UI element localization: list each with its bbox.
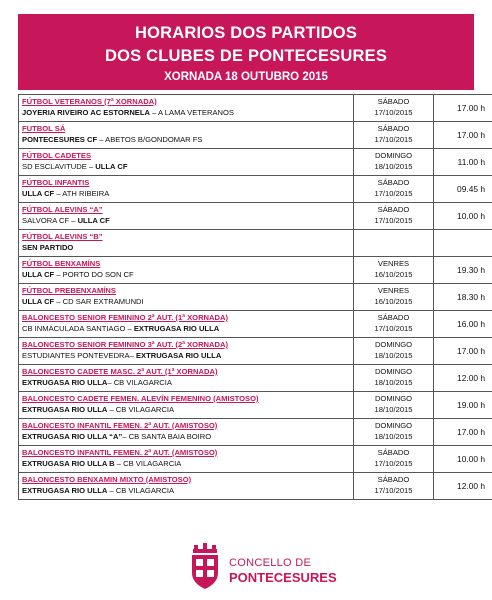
competition-label: FÚTBOL PREBENXAMÍNS	[22, 286, 116, 295]
team-text: PONTECESURES CF	[22, 135, 98, 144]
match-teams	[22, 134, 350, 145]
match-cell	[19, 446, 354, 473]
match-teams	[22, 269, 350, 280]
time-cell	[434, 230, 492, 257]
team-text: ULLA CF	[77, 216, 110, 225]
team-text: – CB VILAGARCIA	[107, 378, 172, 387]
match-date: 18/10/2015	[374, 162, 413, 171]
competition-label: FÚTBOL ALEVINS “B”	[22, 232, 103, 241]
footer-line-1: CONCELLO DE	[229, 557, 312, 569]
match-teams	[22, 215, 350, 226]
team-text: – CB VILAGARCIA	[107, 486, 175, 495]
competition-label: BALONCESTO CADETE FEMEN. ALEVÍN FEMENINO (AMISTOSO)	[22, 394, 259, 403]
match-cell	[19, 122, 354, 149]
match-teams	[22, 161, 350, 172]
time-cell	[434, 365, 492, 392]
table-row	[19, 473, 492, 500]
match-date: 18/10/2015	[374, 378, 413, 387]
match-date: 17/10/2015	[374, 189, 413, 198]
time-cell	[434, 176, 492, 203]
table-row	[19, 392, 492, 419]
coat-of-arms-icon	[185, 543, 225, 591]
competition-label: BALONCESTO SENIOR FEMININO 3ª AUT. (2ª XORNADA)	[22, 340, 229, 349]
team-text: ULLA CF	[95, 162, 128, 171]
date-cell	[354, 95, 434, 122]
match-teams	[22, 323, 350, 334]
team-text: ULLA CF	[22, 189, 55, 198]
match-cell	[19, 338, 354, 365]
match-cell	[19, 149, 354, 176]
match-teams	[22, 404, 350, 415]
table-row	[19, 284, 492, 311]
match-teams	[22, 296, 350, 307]
match-cell	[19, 311, 354, 338]
team-text: – CD SAR EXTRAMUNDI	[54, 297, 144, 306]
time-cell	[434, 473, 492, 500]
time-cell	[434, 419, 492, 446]
table-row	[19, 95, 492, 122]
match-cell	[19, 392, 354, 419]
date-cell	[354, 230, 434, 257]
match-time: 17.00 h	[457, 130, 485, 140]
table-row	[19, 365, 492, 392]
match-time: 10.00 h	[457, 454, 485, 464]
team-text: JOYERIA RIVEIRO AC ESTORNELA	[22, 108, 150, 117]
match-teams	[22, 350, 350, 361]
matchday-subtitle: XORNADA 18 OUTUBRO 2015	[164, 71, 328, 83]
match-cell	[19, 257, 354, 284]
match-teams	[22, 188, 350, 199]
match-teams	[22, 377, 350, 388]
match-time: 12.00 h	[457, 373, 485, 383]
team-text: ULLA CF	[22, 270, 55, 279]
date-cell	[354, 203, 434, 230]
match-day: DOMINGO	[374, 421, 413, 430]
date-cell	[354, 365, 434, 392]
match-time: 19.30 h	[457, 265, 485, 275]
match-day: DOMINGO	[374, 367, 413, 376]
competition-label: BALONCESTO BENXAMIN MIXTO (AMISTOSO)	[22, 475, 192, 484]
table-row	[19, 149, 492, 176]
team-text: – CB SANTA BAIA BOIRO	[122, 432, 212, 441]
match-day: SÁBADO	[377, 475, 410, 484]
table-row	[19, 257, 492, 284]
team-text: – ATH RIBEIRA	[54, 189, 110, 198]
competition-label: BALONCESTO INFANTIL FEMEN. 2ª AUT. (AMISTOSO)	[22, 421, 218, 430]
team-text: EXTRUGASA RIO ULLA B	[22, 459, 115, 468]
match-date: 16/10/2015	[374, 297, 413, 306]
team-text: EXTRUGASA RIO ULLA	[135, 351, 222, 360]
date-cell	[354, 473, 434, 500]
team-text: ESTUDIANTES PONTEVEDRA–	[22, 351, 136, 360]
table-row	[19, 338, 492, 365]
schedule-table	[18, 94, 492, 500]
competition-label: FÚTBOL CADETES	[22, 151, 92, 160]
competition-label: BALONCESTO CADETE MASC. 2ª AUT. (1ª XORNADA)	[22, 367, 218, 376]
date-cell	[354, 338, 434, 365]
match-time: 18.30 h	[457, 292, 485, 302]
time-cell	[434, 284, 492, 311]
date-cell	[354, 257, 434, 284]
match-day: SÁBADO	[377, 124, 410, 133]
team-text: EXTRUGASA RIO ULLA	[22, 378, 108, 387]
match-date: 17/10/2015	[374, 486, 413, 495]
match-cell	[19, 365, 354, 392]
footer-line-2: PONTECESURES	[229, 570, 337, 585]
match-day: VENRES	[377, 286, 410, 295]
footer-logo	[185, 543, 345, 591]
match-time: 17.00 h	[457, 103, 485, 113]
time-cell	[434, 122, 492, 149]
competition-label: BALONCESTO SENIOR FEMININO 2ª AUT. (1ª XORNADA)	[22, 313, 229, 322]
title-line-2: DOS CLUBES DE PONTECESURES	[104, 47, 388, 65]
match-day: DOMINGO	[374, 340, 413, 349]
table-row	[19, 230, 492, 257]
table-row	[19, 122, 492, 149]
date-cell	[354, 419, 434, 446]
table-row	[19, 311, 492, 338]
match-date: 16/10/2015	[374, 270, 413, 279]
match-cell	[19, 473, 354, 500]
match-teams	[22, 431, 350, 442]
date-cell	[354, 392, 434, 419]
match-time: 17.00 h	[457, 427, 485, 437]
competition-label: BALONCESTO INFANTIL FEMEN. 2ª AUT. (AMISTOSO)	[22, 448, 218, 457]
time-cell	[434, 203, 492, 230]
date-cell	[354, 149, 434, 176]
team-text: SEN PARTIDO	[22, 243, 74, 252]
team-text: ULLA CF	[22, 297, 55, 306]
match-cell	[19, 230, 354, 257]
match-time: 19.00 h	[457, 400, 485, 410]
match-time: 16.00 h	[457, 319, 485, 329]
match-cell	[19, 95, 354, 122]
match-day: SÁBADO	[377, 313, 410, 322]
match-date: 17/10/2015	[374, 459, 413, 468]
time-cell	[434, 446, 492, 473]
match-time: 12.00 h	[457, 481, 485, 491]
team-text: CB INMACULADA SANTIAGO –	[22, 324, 134, 333]
time-cell	[434, 257, 492, 284]
match-date: 17/10/2015	[374, 108, 413, 117]
date-cell	[354, 176, 434, 203]
match-date: 18/10/2015	[374, 432, 413, 441]
time-cell	[434, 95, 492, 122]
match-day: SÁBADO	[377, 178, 410, 187]
date-cell	[354, 284, 434, 311]
page-header	[18, 14, 474, 90]
table-row	[19, 446, 492, 473]
match-teams	[22, 107, 350, 118]
competition-label: FUTBOL SÁ	[22, 124, 66, 133]
team-text: – A LAMA VETERANOS	[150, 108, 234, 117]
competition-label: FÚTBOL INFANTIS	[22, 178, 90, 187]
schedule-body	[19, 95, 492, 500]
competition-label: FÚTBOL ALEVINS “A”	[22, 205, 103, 214]
team-text: SALVORA CF –	[22, 216, 78, 225]
date-cell	[354, 446, 434, 473]
match-day: VENRES	[377, 259, 410, 268]
match-date: 17/10/2015	[374, 324, 413, 333]
team-text: EXTRUGASA RIO ULLA	[22, 486, 108, 495]
team-text: – ABETOS B/GONDOMAR FS	[97, 135, 203, 144]
match-time: 09.45 h	[457, 184, 485, 194]
team-text: EXTRUGASA RIO ULLA “A”	[22, 432, 123, 441]
table-row	[19, 419, 492, 446]
time-cell	[434, 338, 492, 365]
match-day: SÁBADO	[377, 448, 410, 457]
team-text: EXTRUGASA RIO ULLA	[133, 324, 220, 333]
match-time: 10.00 h	[457, 211, 485, 221]
match-date: 17/10/2015	[374, 216, 413, 225]
match-teams	[22, 242, 350, 253]
time-cell	[434, 392, 492, 419]
match-day: SÁBADO	[377, 97, 410, 106]
competition-label: FÚTBOL VETERANOS (7ª XORNADA)	[22, 97, 157, 106]
match-cell	[19, 176, 354, 203]
match-cell	[19, 284, 354, 311]
match-teams	[22, 485, 350, 496]
team-text: – CB VILAGARCIA	[107, 405, 175, 414]
match-cell	[19, 203, 354, 230]
table-row	[19, 176, 492, 203]
competition-label: FÚTBOL BENXAMÍNS	[22, 259, 101, 268]
team-text: EXTRUGASA RIO ULLA	[22, 405, 108, 414]
team-text: – CB VILAGARCIA	[114, 459, 182, 468]
match-date: 17/10/2015	[374, 135, 413, 144]
team-text: – PORTO DO SON CF	[54, 270, 134, 279]
match-day: SÁBADO	[377, 205, 410, 214]
match-time: 17.00 h	[457, 346, 485, 356]
date-cell	[354, 311, 434, 338]
match-date: 18/10/2015	[374, 351, 413, 360]
match-day: DOMINGO	[374, 394, 413, 403]
title-line-1: HORARIOS DOS PARTIDOS	[134, 24, 358, 42]
match-teams	[22, 458, 350, 469]
team-text: SD ESCLAVITUDE –	[22, 162, 96, 171]
table-row	[19, 203, 492, 230]
time-cell	[434, 311, 492, 338]
match-time: 11.00 h	[457, 157, 485, 167]
match-date: 18/10/2015	[374, 405, 413, 414]
match-day: DOMINGO	[374, 151, 413, 160]
date-cell	[354, 122, 434, 149]
match-cell	[19, 419, 354, 446]
time-cell	[434, 149, 492, 176]
